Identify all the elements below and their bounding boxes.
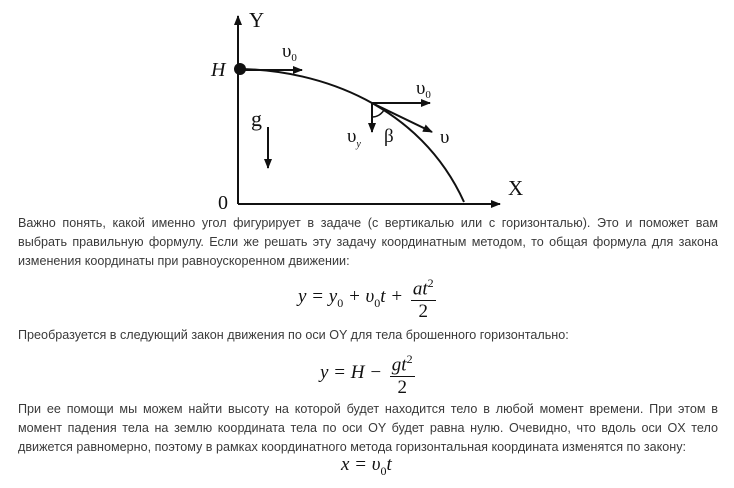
height-label: H [211, 59, 226, 81]
formula-general: $y = y_0 + \upsilon_0t$ + $\frac{at^2}{2}$ [298, 272, 436, 323]
vy-label: $\upsilon_y$ [347, 126, 361, 150]
formula-oy: y = H − $\frac{gt^2}{2}$ [320, 348, 415, 399]
y-axis-label: Y [249, 8, 265, 32]
origin-label: 0 [218, 192, 228, 214]
gravity-label: g [251, 106, 262, 131]
v-arrow [372, 103, 432, 132]
paragraph-1: Важно понять, какой именно угол фигурирует в задаче (с вертикалью или с горизонталью). Это и поможет вам выбрать правильную формулу. Если же решать эту задачу координатным методом, то общая формула для закона изменения координаты при равноускоренном движении: [18, 216, 718, 268]
paragraph-2: Преобразуется в следующий закон движения по оси OY для тела брошенного горизонтально: [18, 328, 569, 342]
projectile-diagram [0, 0, 734, 215]
beta-label: β [384, 126, 394, 147]
v-label: υ [440, 127, 450, 148]
v0-top-label: $\upsilon_0$ [282, 41, 297, 64]
formula-ox: $x = \upsilon_0t$ [341, 454, 392, 478]
paragraph-3: При ее помощи мы можем найти высоту на которой будет находится тело в любой момент времени. При этом в момент падения тела на землю координата тела по оси OY будет равна нулю. Очевидно, что вдоль оси OX тело движется равномерно, поэтому в рамках координатного метода горизонтальная координата изменятся по закону: [18, 402, 718, 454]
beta-angle-arc [372, 110, 384, 117]
x-axis-label: X [508, 176, 524, 200]
v0-mid-label: $\upsilon_0$ [416, 78, 431, 101]
